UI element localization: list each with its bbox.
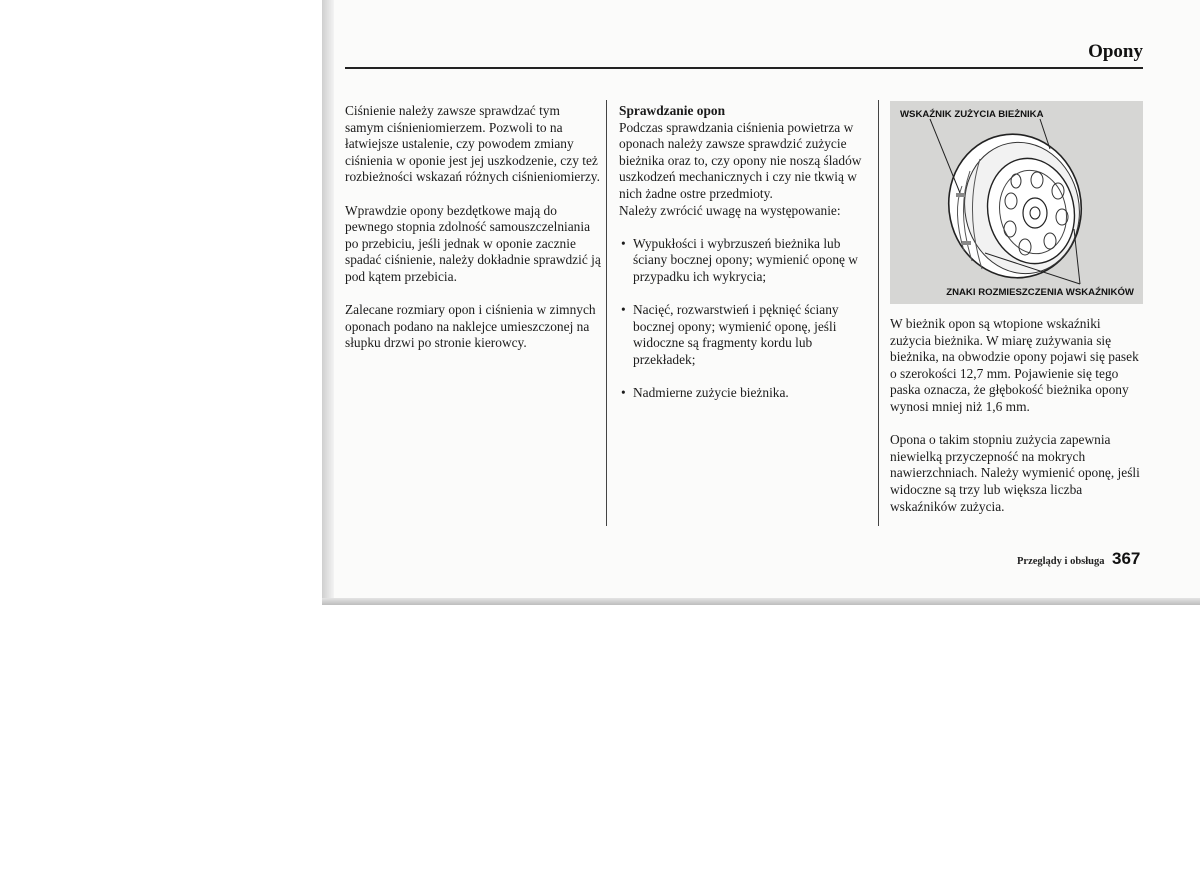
- section-title: Sprawdzanie opon: [619, 103, 726, 118]
- paragraph: Opona o takim stopniu zużycia zapewnia niewielką przyczepność na mokrych nawierzchniach. Należy wymienić oponę, jeśli widoczne są trzy lub większa liczba wskaźników zużycia.: [890, 432, 1140, 514]
- tire-illustration: [890, 101, 1143, 304]
- paragraph: Ciśnienie należy zawsze sprawdzać tym samym ciśnieniomierzem. Pozwoli to na łatwiejsze ustalenie, czy powodem zmiany ciśnienia w oponie jest jej uszkodzenie, czy też rozbieżności wskazań różnych ciśnieniomierzy.: [345, 103, 600, 185]
- bullet-icon: •: [621, 302, 626, 318]
- list-item-text: Nadmierne zużycie bieżnika.: [633, 385, 789, 401]
- page-number: 367: [1112, 549, 1141, 568]
- column-divider: [878, 100, 879, 526]
- paragraph: W bieżnik opon są wtopione wskaźniki zużycia bieżnika. W miarę zużywania się bieżnika, na obwodzie opony pojawi się pasek o szerokości 12,7 mm. Pojawienie się tego paska oznacza, że głębokość bieżnika opony wynosi mniej niż 1,6 mm.: [890, 316, 1139, 414]
- list-item-text: Nacięć, rozwarstwień i pęknięć ściany bocznej opony; wymienić oponę, jeśli widoczne są fragmenty kordu lub przekładek;: [633, 302, 839, 367]
- paragraph: Zalecane rozmiary opon i ciśnienia w zimnych oponach podano na naklejce umieszczonej na słupku drzwi po stronie kierowcy.: [345, 302, 596, 351]
- paragraph: Wprawdzie opony bezdętkowe mają do pewnego stopnia zdolność samouszczelniania po przebiciu, jeśli jednak w oponie zacznie spadać ciśnienie, należy dokładnie sprawdzić ją pod kątem przebicia.: [345, 202, 601, 284]
- page-binding-shadow: [322, 0, 334, 604]
- tire-wear-figure: [890, 101, 1143, 304]
- header-divider: [345, 67, 1143, 69]
- list-item-text: Wypukłości i wybrzuszeń bieżnika lub ściany bocznej opony; wymienić oponę w przypadku ich wykrycia;: [633, 235, 858, 284]
- column-3: [890, 316, 1140, 532]
- column-divider: [606, 100, 607, 526]
- bullet-list: [619, 236, 869, 402]
- column-1: [345, 103, 601, 369]
- list-item: [619, 302, 869, 368]
- column-2: [619, 103, 869, 418]
- paragraph: Należy zwrócić uwagę na występowanie:: [619, 202, 841, 218]
- tread-wear-indicator-label: WSKAŹNIK ZUŻYCIA BIEŻNIKA: [900, 109, 1044, 120]
- page-title: Opony: [1088, 41, 1143, 62]
- indicator-marks-label: ZNAKI ROZMIESZCZENIA WSKAŹNIKÓW: [946, 287, 1134, 298]
- paragraph: Podczas sprawdzania ciśnienia powietrza w oponach należy zawsze sprawdzić zużycie bieżnika oraz to, czy opony nie noszą śladów uszkodzeń mechanicznych i czy nie tkwią w nich żadne ostre przedmioty.: [619, 119, 862, 201]
- list-item: [619, 385, 869, 402]
- list-item: [619, 236, 869, 286]
- bullet-icon: •: [621, 385, 626, 401]
- page-bottom-edge: [322, 598, 1200, 605]
- footer-section-name: Przeglądy i obsługa: [1017, 556, 1105, 567]
- bullet-icon: •: [621, 235, 626, 251]
